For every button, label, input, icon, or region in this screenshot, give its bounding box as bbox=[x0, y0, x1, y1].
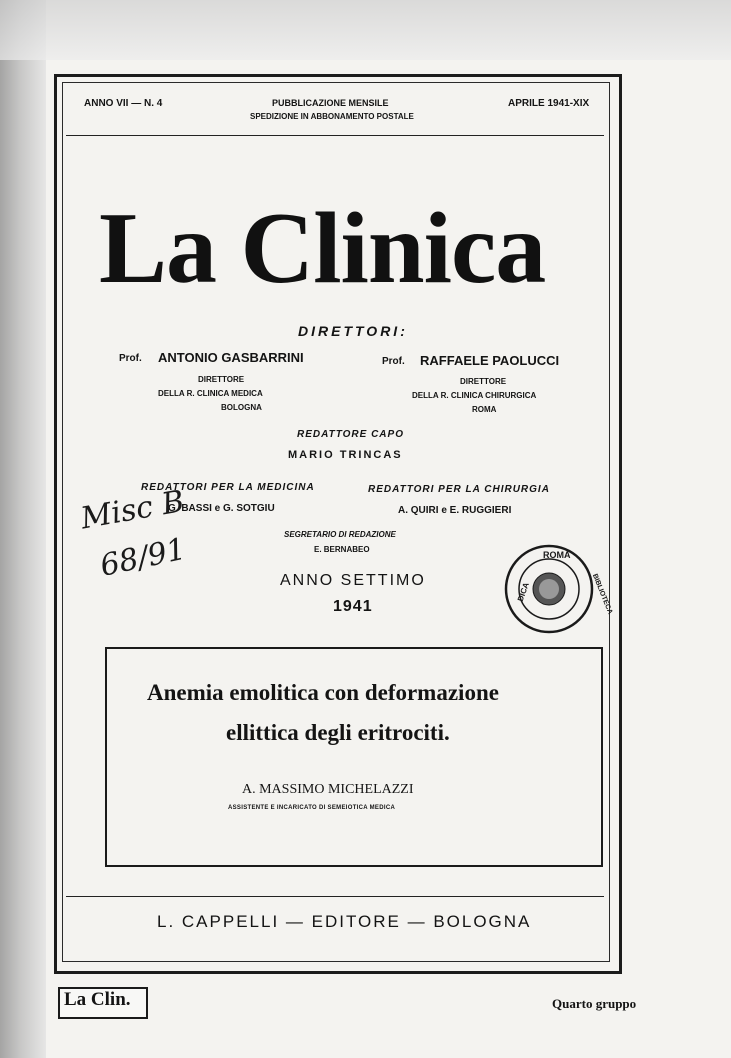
article-author: A. MASSIMO MICHELAZZI bbox=[242, 782, 414, 797]
director-left-prefix: Prof. bbox=[119, 353, 142, 364]
publication-frequency: PUBBLICAZIONE MENSILE bbox=[272, 98, 389, 108]
director-left-institution: DELLA R. CLINICA MEDICA bbox=[158, 389, 263, 398]
scan-top-margin bbox=[0, 0, 731, 60]
surgery-editors-names: A. QUIRI e E. RUGGIERI bbox=[398, 505, 512, 516]
shelf-label: La Clin. bbox=[64, 989, 131, 1010]
surgery-editors-heading: REDATTORI PER LA CHIRURGIA bbox=[368, 484, 550, 495]
volume-year: 1941 bbox=[333, 598, 373, 615]
directors-heading: DIRETTORI: bbox=[298, 323, 408, 339]
library-stamp bbox=[503, 543, 614, 635]
article-title-line-2: ellittica degli eritrociti. bbox=[226, 720, 450, 745]
director-right-role: DIRETTORE bbox=[460, 377, 507, 386]
editor-in-chief-name: MARIO TRINCAS bbox=[288, 449, 403, 461]
article-author-role: ASSISTENTE E INCARICATO DI SEMEIOTICA MEDICA bbox=[228, 805, 396, 811]
secretary-heading: SEGRETARIO DI REDAZIONE bbox=[284, 530, 396, 539]
shipping-note: SPEDIZIONE IN ABBONAMENTO POSTALE bbox=[250, 112, 414, 121]
director-left-name: ANTONIO GASBARRINI bbox=[158, 350, 304, 365]
director-left-city: BOLOGNA bbox=[221, 403, 262, 412]
director-right-institution: DELLA R. CLINICA CHIRURGICA bbox=[412, 391, 537, 400]
handwritten-line-1: Misc B bbox=[78, 483, 187, 537]
director-left-role: DIRETTORE bbox=[198, 375, 245, 384]
medicine-editors-names: G. BASSI e G. SOTGIU bbox=[168, 503, 275, 514]
stamp-text-right: BIBLIOTECA bbox=[590, 572, 614, 616]
medicine-editors-heading: REDATTORI PER LA MEDICINA bbox=[141, 482, 315, 493]
issue-number: ANNO VII — N. 4 bbox=[84, 98, 163, 109]
journal-title: La Clinica bbox=[99, 192, 546, 305]
header-rule bbox=[66, 135, 604, 136]
top-library-stamp bbox=[62, 56, 162, 68]
director-right-name: RAFFAELE PAOLUCCI bbox=[420, 353, 560, 368]
page-edge-shadow bbox=[0, 0, 46, 1058]
group-label: Quarto gruppo bbox=[552, 996, 637, 1011]
handwritten-line-2: 68/91 bbox=[97, 531, 189, 584]
publisher-line: L. CAPPELLI — EDITORE — BOLOGNA bbox=[157, 912, 532, 931]
stamp-text-left: DICA bbox=[515, 581, 531, 603]
issue-date: APRILE 1941-XIX bbox=[508, 98, 590, 109]
secretary-name: E. BERNABEO bbox=[314, 545, 370, 554]
editor-in-chief-heading: REDATTORE CAPO bbox=[297, 429, 404, 440]
handwritten-shelfmark bbox=[78, 483, 190, 590]
article-title-line-1: Anemia emolitica con deformazione bbox=[147, 680, 499, 705]
director-right-prefix: Prof. bbox=[382, 356, 405, 367]
publisher-rule bbox=[66, 896, 604, 897]
volume-label: ANNO SETTIMO bbox=[280, 572, 426, 589]
director-right-city: ROMA bbox=[472, 405, 497, 414]
stamp-text-top: ROMA bbox=[543, 550, 571, 560]
